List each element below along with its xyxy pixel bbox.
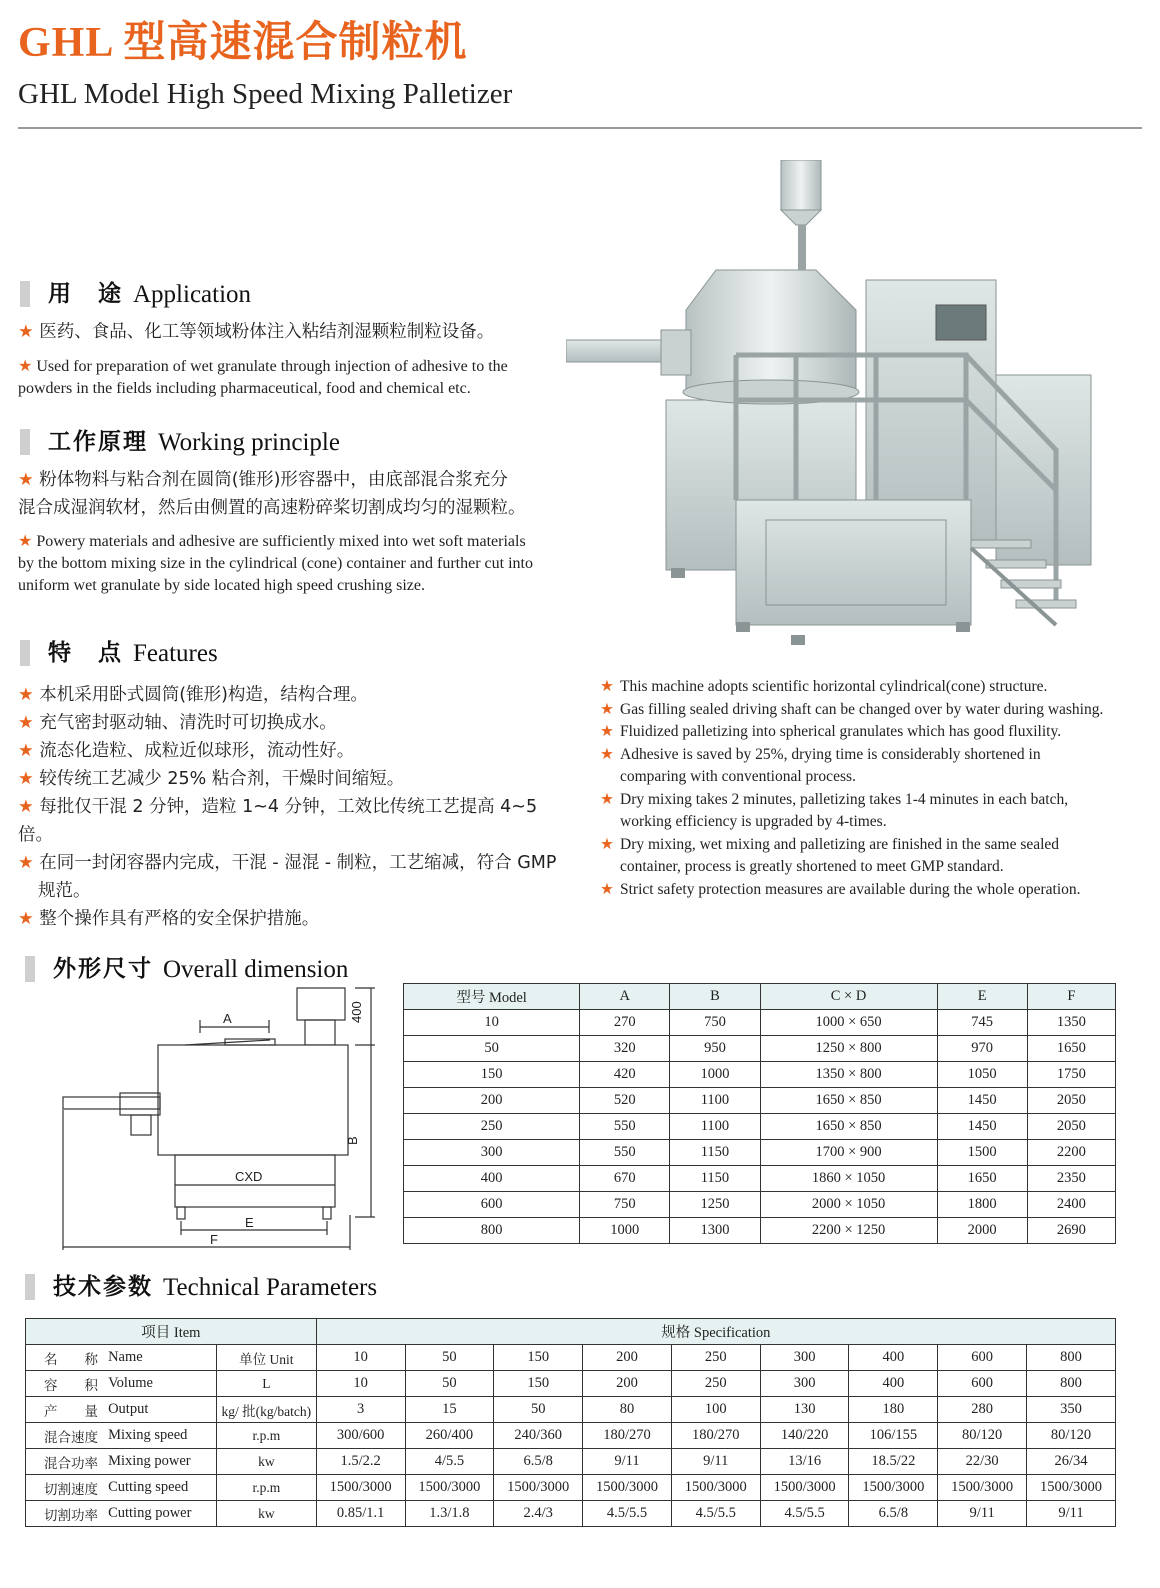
table-cell: 300 [404,1140,580,1166]
param-value: 22/30 [938,1449,1027,1475]
table-cell: 10 [404,1010,580,1036]
features-list-en [600,676,1110,901]
features-list-cn [18,681,563,933]
table-row [404,1010,1116,1036]
star-icon: ★ [18,358,33,375]
param-value: 400 [849,1371,938,1397]
param-name-cn: 混合速度 [26,1423,103,1449]
param-name-en: Name [102,1345,216,1371]
table-cell: 1250 × 800 [760,1036,937,1062]
param-value: 1.3/1.8 [405,1501,494,1527]
feature-item-cn: ★ 本机采用卧式圆筒(锥形)构造，结构合理。 [18,685,368,705]
table-row [404,1218,1116,1244]
principle-text-en: ★ Powery materials and adhesive are sufficiently mixed into wet soft materials by the bottom mixing size in the cylindrical (cone) container and further cut into uniform wet granulate by side located high speed crushing size. [18,533,533,594]
param-value: 240/360 [494,1423,583,1449]
param-value: 18.5/22 [849,1449,938,1475]
table-cell: 550 [580,1140,670,1166]
table-cell: 2000 [937,1218,1027,1244]
dimension-table [403,983,1116,1244]
param-value: 250 [671,1345,760,1371]
table-cell: 1100 [670,1114,760,1140]
table-cell: 1050 [937,1062,1027,1088]
table-cell: 550 [580,1114,670,1140]
section-principle-heading: 工作原理 Working principle [20,429,340,455]
param-value: 600 [938,1371,1027,1397]
param-value: 10 [316,1371,405,1397]
table-cell: 320 [580,1036,670,1062]
diagram-label-cxd: CXD [235,1169,263,1184]
param-value: 280 [938,1397,1027,1423]
table-row [404,1166,1116,1192]
param-value: 6.5/8 [494,1449,583,1475]
param-name-cn: 切割功率 [26,1501,103,1527]
feature-item-cn: ★ 整个操作具有严格的安全保护措施。 [18,909,320,929]
table-row [404,1062,1116,1088]
param-value: 180/270 [583,1423,672,1449]
param-value: 400 [849,1345,938,1371]
table-row [404,1036,1116,1062]
param-value: 1500/3000 [760,1475,849,1501]
table-cell: 2400 [1027,1192,1115,1218]
table-cell: 745 [937,1010,1027,1036]
table-cell: 50 [404,1036,580,1062]
param-value: 9/11 [938,1501,1027,1527]
param-value: 1500/3000 [671,1475,760,1501]
feature-item-en: ★ This machine adopts scientific horizontal cylindrical(cone) structure. [600,678,1048,695]
table-cell: 1860 × 1050 [760,1166,937,1192]
param-value: 15 [405,1397,494,1423]
feature-item-en: ★ Dry mixing takes 2 minutes, palletizing takes 1-4 minutes in each batch, working efficiency is upgraded by 4-times. [600,790,1069,830]
section-application-heading: 用 途 Application [20,281,251,307]
param-name-en: Output [102,1397,216,1423]
table-cell: 150 [404,1062,580,1088]
param-value: 6.5/8 [849,1501,938,1527]
table-cell: 1750 [1027,1062,1115,1088]
param-value: 200 [583,1371,672,1397]
diagram-label-b: B [345,1136,360,1145]
param-value: 9/11 [583,1449,672,1475]
table-cell: 1150 [670,1166,760,1192]
table-cell: 1350 [1027,1010,1115,1036]
param-value: 106/155 [849,1423,938,1449]
table-cell: 2050 [1027,1088,1115,1114]
table-cell: 800 [404,1218,580,1244]
param-unit: r.p.m [217,1423,317,1449]
param-value: 9/11 [1027,1501,1116,1527]
param-value: 300/600 [316,1423,405,1449]
title-en: GHL Model High Speed Mixing Palletizer [18,78,513,110]
param-value: 250 [671,1371,760,1397]
title-cn: GHL 型高速混合制粒机 [18,20,468,66]
technical-table [25,1318,1116,1527]
application-text-cn: ★ 医药、食品、化工等领域粉体注入粘结剂湿颗粒制粒设备。 [18,322,495,342]
param-name-en: Volume [102,1371,216,1397]
table-cell: 1100 [670,1088,760,1114]
table-row [26,1501,1116,1527]
param-value: 200 [583,1345,672,1371]
table-cell: 600 [404,1192,580,1218]
table-row [404,1088,1116,1114]
table-cell: 950 [670,1036,760,1062]
dimension-diagram [55,985,390,1250]
param-value: 150 [494,1371,583,1397]
table-row [26,1475,1116,1501]
table-cell: 1650 × 850 [760,1114,937,1140]
param-value: 260/400 [405,1423,494,1449]
table-cell: 270 [580,1010,670,1036]
param-value: 3 [316,1397,405,1423]
param-name-cn: 切割速度 [26,1475,103,1501]
table-cell: 2350 [1027,1166,1115,1192]
param-value: 1500/3000 [405,1475,494,1501]
feature-item-en: ★ Dry mixing, wet mixing and palletizing are finished in the same sealed container, process is greatly shortened to meet GMP standard. [600,835,1060,875]
feature-item-cn: ★ 较传统工艺减少 25% 粘合剂，干燥时间缩短。 [18,769,405,789]
param-value: 300 [760,1371,849,1397]
param-value: 9/11 [671,1449,760,1475]
diagram-label-e: E [245,1215,254,1230]
table-cell: 670 [580,1166,670,1192]
table-row [26,1397,1116,1423]
diagram-label-a: A [223,1011,232,1026]
param-value: 180 [849,1397,938,1423]
param-value: 180/270 [671,1423,760,1449]
table-cell: 520 [580,1088,670,1114]
table-cell: 1650 [937,1166,1027,1192]
table-row [26,1345,1116,1371]
table-cell: 1500 [937,1140,1027,1166]
feature-item-cn: ★ 每批仅干混 2 分钟，造粒 1~4 分钟，工效比传统工艺提高 4~5 倍。 [18,797,538,845]
feature-item-cn: ★ 流态化造粒、成粒近似球形，流动性好。 [18,741,355,761]
table-cell: 250 [404,1114,580,1140]
param-name-en: Mixing power [102,1449,216,1475]
table-cell: 2200 [1027,1140,1115,1166]
star-icon: ★ [18,470,34,490]
param-name-cn: 混合功率 [26,1449,103,1475]
table-cell: 1450 [937,1088,1027,1114]
table-row [26,1423,1116,1449]
param-name-cn: 名 称 [26,1345,103,1371]
param-value: 80/120 [1027,1423,1116,1449]
param-value: 50 [405,1371,494,1397]
table-cell: 1450 [937,1114,1027,1140]
param-value: 0.85/1.1 [316,1501,405,1527]
param-value: 350 [1027,1397,1116,1423]
param-value: 80/120 [938,1423,1027,1449]
table-row [404,1114,1116,1140]
application-text-en: ★ Used for preparation of wet granulate through injection of adhesive to the powders in the fields including pharmaceutical, food and chemical etc. [18,358,508,397]
param-value: 800 [1027,1345,1116,1371]
param-value: 50 [405,1345,494,1371]
param-value: 10 [316,1345,405,1371]
param-unit: kw [217,1449,317,1475]
param-name-en: Mixing speed [102,1423,216,1449]
title-divider [18,127,1142,129]
feature-item-en: ★ Gas filling sealed driving shaft can be changed over by water during washing. [600,700,1104,718]
table-cell: 1650 × 850 [760,1088,937,1114]
param-unit: r.p.m [217,1475,317,1501]
param-value: 50 [494,1397,583,1423]
param-unit: kg/ 批(kg/batch) [217,1397,317,1423]
param-value: 140/220 [760,1423,849,1449]
star-icon: ★ [18,533,33,550]
param-value: 1500/3000 [1027,1475,1116,1501]
param-name-cn: 产 量 [26,1397,103,1423]
table-cell: 1300 [670,1218,760,1244]
table-row [26,1371,1116,1397]
table-cell: 1800 [937,1192,1027,1218]
table-cell: 1000 [670,1062,760,1088]
table-cell: 1000 [580,1218,670,1244]
table-cell: 2690 [1027,1218,1115,1244]
diagram-label-h: 400 [349,1001,364,1023]
section-dimension-heading: 外形尺寸 Overall dimension [25,956,348,982]
param-unit: kw [217,1501,317,1527]
principle-text-cn: ★ 粉体物料与粘合剂在圆筒(锥形)形容器中，由底部混合浆充分 混合成湿润软材，然后由侧置的高速粉碎桨切割成均匀的湿颗粒。 [18,470,526,518]
param-value: 1500/3000 [494,1475,583,1501]
param-name-en: Cutting power [102,1501,216,1527]
star-icon: ★ [18,322,34,342]
table-cell: 750 [580,1192,670,1218]
param-value: 4.5/5.5 [760,1501,849,1527]
machine-photo [566,160,1138,672]
section-technical-heading: 技术参数 Technical Parameters [25,1274,377,1300]
param-value: 1500/3000 [849,1475,938,1501]
param-value: 1500/3000 [316,1475,405,1501]
param-value: 600 [938,1345,1027,1371]
table-cell: 970 [937,1036,1027,1062]
param-value: 150 [494,1345,583,1371]
param-value: 2.4/3 [494,1501,583,1527]
table-cell: 400 [404,1166,580,1192]
param-value: 300 [760,1345,849,1371]
param-name-cn: 容 积 [26,1371,103,1397]
dimension-table-header: 型号 Model A B C × D E F [404,984,1116,1010]
param-unit: 单位 Unit [217,1345,317,1371]
param-value: 100 [671,1397,760,1423]
table-cell: 1150 [670,1140,760,1166]
param-value: 4.5/5.5 [583,1501,672,1527]
param-value: 13/16 [760,1449,849,1475]
feature-item-cn: ★ 在同一封闭容器内完成，干混 - 湿混 - 制粒，工艺缩减，符合 GMP 规范。 [18,853,557,901]
table-cell: 1350 × 800 [760,1062,937,1088]
table-cell: 2000 × 1050 [760,1192,937,1218]
param-value: 26/34 [1027,1449,1116,1475]
table-cell: 1250 [670,1192,760,1218]
table-cell: 1650 [1027,1036,1115,1062]
table-cell: 750 [670,1010,760,1036]
table-row [404,1192,1116,1218]
feature-item-en: ★ Adhesive is saved by 25%, drying time is considerably shortened in comparing with conventional process. [600,745,1041,785]
param-value: 1.5/2.2 [316,1449,405,1475]
table-cell: 1000 × 650 [760,1010,937,1036]
table-row [404,1140,1116,1166]
param-value: 800 [1027,1371,1116,1397]
table-cell: 2200 × 1250 [760,1218,937,1244]
section-features-heading: 特 点 Features [20,640,218,666]
table-cell: 420 [580,1062,670,1088]
technical-table-header: 项目 Item 规格 Specification [26,1319,1116,1345]
param-value: 80 [583,1397,672,1423]
param-value: 4.5/5.5 [671,1501,760,1527]
param-value: 1500/3000 [938,1475,1027,1501]
table-cell: 200 [404,1088,580,1114]
param-unit: L [217,1371,317,1397]
table-row [26,1449,1116,1475]
param-value: 4/5.5 [405,1449,494,1475]
diagram-label-f: F [210,1232,218,1247]
feature-item-en: ★ Strict safety protection measures are available during the whole operation. [600,880,1081,898]
table-cell: 1700 × 900 [760,1140,937,1166]
feature-item-cn: ★ 充气密封驱动轴、清洗时可切换成水。 [18,713,337,733]
param-value: 130 [760,1397,849,1423]
feature-item-en: ★ Fluidized palletizing into spherical granulates which has good fluxility. [600,723,1062,740]
param-name-en: Cutting speed [102,1475,216,1501]
param-value: 1500/3000 [583,1475,672,1501]
table-cell: 2050 [1027,1114,1115,1140]
